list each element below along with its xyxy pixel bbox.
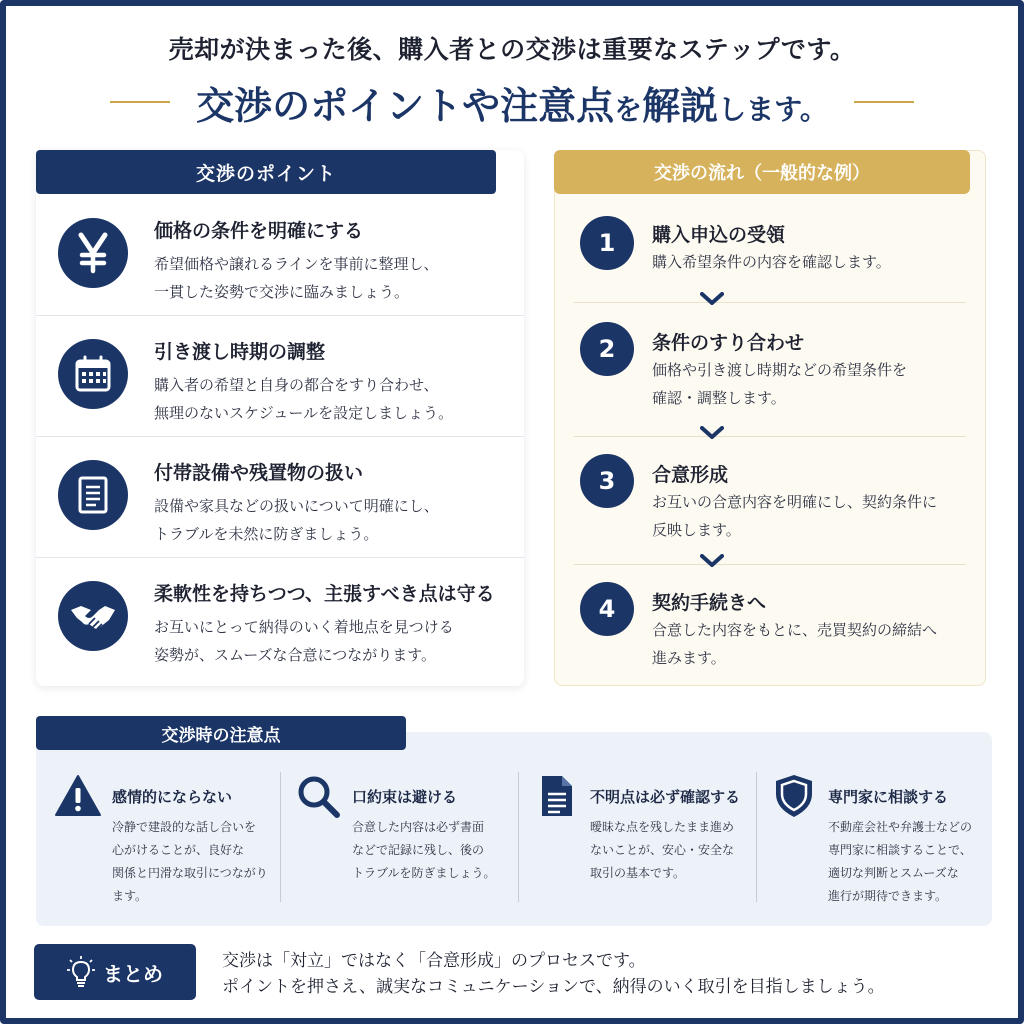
point-desc (154, 613, 454, 669)
divider (36, 436, 524, 437)
caution-title: 専門家に相談する (828, 788, 949, 806)
headline (196, 75, 828, 130)
handshake-icon (58, 581, 128, 651)
point-item (36, 438, 524, 558)
headline-left-rule (110, 101, 170, 103)
point-desc (154, 371, 453, 427)
desc-line: 専門家に相談することで、 (828, 843, 972, 857)
step-desc (652, 356, 907, 412)
divider (574, 302, 966, 303)
caution-item (514, 770, 750, 910)
caution-title: 感情的にならない (112, 788, 233, 806)
caution-item (276, 770, 512, 910)
desc-line: 取引の基本です。 (590, 866, 686, 880)
desc-line: 曖昧な点を残したまま進め (590, 820, 735, 834)
cautions-header: 交渉時の注意点 (36, 716, 406, 750)
chevron-down-icon (700, 426, 724, 440)
point-title: 柔軟性を持ちつつ、主張すべき点は守る (154, 583, 495, 605)
step-desc (652, 616, 937, 672)
desc-line: 冷静で建設的な話し合いを (112, 820, 257, 834)
caution-desc (352, 816, 496, 885)
desc-line: ないことが、安心・安全な (590, 843, 735, 857)
headline-part: します。 (718, 92, 828, 126)
yen-icon (58, 218, 128, 288)
caution-item (36, 770, 272, 910)
summary-text (222, 948, 885, 1000)
step-title: 購入申込の受領 (652, 224, 786, 246)
point-title: 引き渡し時期の調整 (154, 341, 326, 363)
caution-desc (590, 816, 734, 885)
chevron-down-icon (700, 292, 724, 306)
desc-line: お互いの合意内容を明確にし、契約条件に (652, 493, 938, 511)
step-number: 2 (580, 322, 634, 376)
desc-line: 適切な判断とスムーズな (828, 866, 959, 880)
flow-header: 交渉の流れ（一般的な例） (554, 150, 970, 194)
desc-line: 希望価格や譲れるラインを事前に整理し、 (154, 255, 439, 273)
desc-line: 心がけることが、良好な (112, 843, 245, 857)
point-desc (154, 492, 439, 548)
summary-badge (34, 944, 196, 1000)
desc-line: ます。 (112, 889, 148, 903)
step-title: 合意形成 (652, 464, 729, 486)
caution-desc (828, 816, 972, 908)
point-item (36, 196, 524, 316)
warning-icon (54, 772, 102, 820)
shield-icon (770, 772, 818, 820)
step-title: 条件のすり合わせ (652, 332, 805, 354)
desc-line: 反映します。 (652, 521, 741, 539)
summary-label: まとめ (103, 961, 163, 986)
desc-line: 無理のないスケジュールを設定しましょう。 (154, 404, 454, 422)
caution-title: 口約束は避ける (352, 788, 458, 806)
desc-line: 進行が期待できます。 (828, 889, 948, 903)
caution-desc (112, 816, 268, 908)
desc-line: 購入希望条件の内容を確認します。 (652, 253, 891, 271)
divider (574, 564, 966, 565)
file-icon (532, 772, 580, 820)
headline-part: を (614, 92, 643, 126)
caution-title: 不明点は必ず確認する (590, 788, 741, 806)
desc-line: 購入者の希望と自身の都合をすり合わせ、 (154, 376, 439, 394)
divider (36, 315, 524, 316)
desc-line: 関係と円滑な取引につながり (112, 866, 268, 880)
desc-line: 合意した内容をもとに、売買契約の締結へ (652, 621, 938, 639)
lightbulb-icon (67, 956, 95, 988)
point-title: 付帯設備や残置物の扱い (154, 462, 364, 484)
desc-line: 価格や引き渡し時期などの希望条件を (652, 361, 908, 379)
point-desc (154, 250, 439, 306)
intro-text: 売却が決まった後、購入者との交渉は重要なステップです。 (168, 35, 856, 64)
desc-line: 姿勢が、スムーズな合意につながります。 (154, 646, 437, 664)
desc-line: などで記録に残し、後の (352, 843, 485, 857)
headline-part: 交渉のポイントや注意点 (196, 83, 615, 128)
desc-line: 設備や家具などの扱いについて明確にし、 (154, 497, 439, 515)
chevron-down-icon (700, 554, 724, 568)
desc-line: 合意した内容は必ず書面 (352, 820, 485, 834)
step-title: 契約手続きへ (652, 592, 767, 614)
document-icon (58, 460, 128, 530)
magnifier-icon (294, 772, 342, 820)
summary-line: ポイントを押さえ、誠実なコミュニケーションで、納得のいく取引を目指しましょう。 (222, 977, 885, 997)
calendar-icon (58, 339, 128, 409)
desc-line: 不動産会社や弁護士などの (828, 820, 973, 834)
desc-line: 確認・調整します。 (652, 389, 786, 407)
desc-line: 一貫した姿勢で交渉に臨みましょう。 (154, 283, 410, 301)
summary-line: 交渉は「対立」ではなく「合意形成」のプロセスです。 (222, 951, 646, 971)
point-item (36, 317, 524, 437)
step-number: 1 (580, 216, 634, 270)
desc-line: トラブルを防ぎましょう。 (352, 866, 496, 880)
step-desc (652, 248, 891, 276)
desc-line: 進みます。 (652, 649, 726, 667)
caution-item (752, 770, 988, 910)
points-header: 交渉のポイント (36, 150, 496, 194)
headline-right-rule (854, 101, 914, 103)
desc-line: お互いにとって納得のいく着地点を見つける (154, 618, 454, 636)
headline-part: 解説 (642, 83, 719, 128)
step-desc (652, 488, 937, 544)
divider (36, 557, 524, 558)
point-item (36, 559, 524, 679)
divider (574, 436, 966, 437)
desc-line: トラブルを未然に防ぎましょう。 (154, 525, 379, 543)
step-number: 3 (580, 454, 634, 508)
point-title: 価格の条件を明確にする (154, 220, 364, 242)
headline-row (0, 74, 1024, 130)
step-number: 4 (580, 582, 634, 636)
